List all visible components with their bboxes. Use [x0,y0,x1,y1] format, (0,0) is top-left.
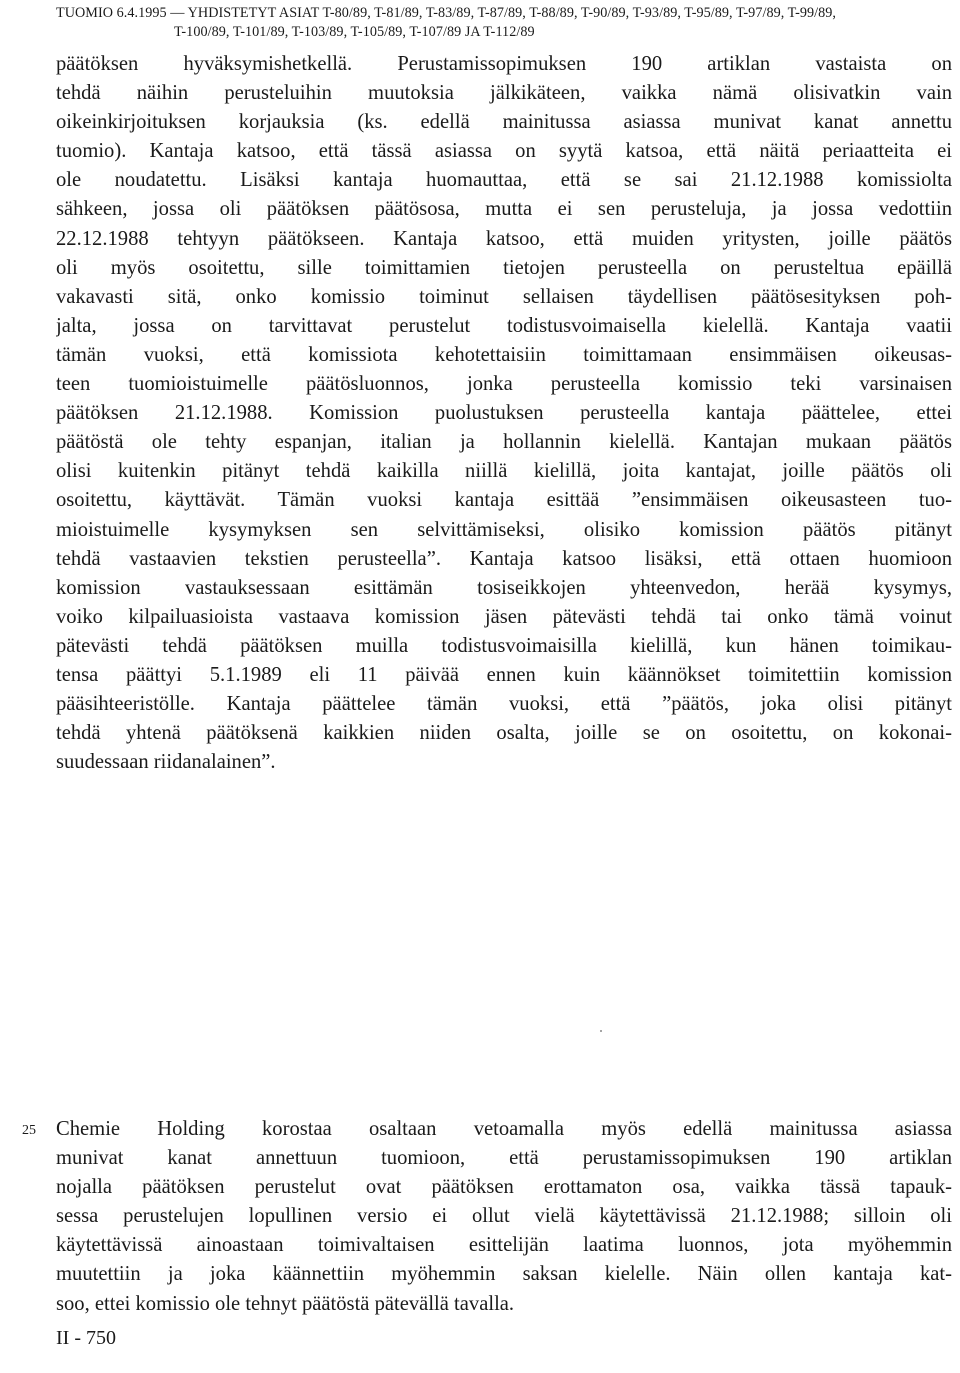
text-line: oikeinkirjoituksen korjauksia (ks. edellä mainitussa asiassa munivat kanat annettu [56,111,952,134]
scan-speck [600,1030,602,1032]
text-line: päätöstä ole tehty espanjan, italian ja hollannin kielellä. Kantajan mukaan päätös [56,431,952,454]
continued-paragraph [56,50,952,777]
text-line: sessa perustelujen lopullinen versio ei ollut vielä käytettävissä 21.12.1988; silloin oli [56,1205,952,1228]
text-line: oli myös osoitettu, sille toimittamien tietojen perusteella on perusteltua epäillä [56,256,952,279]
text-line: vakavasti sitä, onko komissio toiminut sellaisen täydellisen päätösesityksen poh- [56,285,952,308]
page-number: II - 750 [56,1327,116,1349]
text-line: mioistuimelle kysymyksen sen selvittämiseksi, olisiko komission päätös pitänyt [56,518,952,541]
text-line: pätevästi tehdä päätöksen muilla todistusvoimaisilla kielillä, kun hänen toimikau- [56,634,952,657]
paragraph-25 [56,1115,952,1319]
text-line: ole noudatettu. Lisäksi kantaja huomauttaa, että se sai 21.12.1988 komissiolta [56,169,952,192]
paragraph-number: 25 [22,1123,36,1138]
text-line: päätöksen 21.12.1988. Komission puolustuksen perusteella kantaja päättelee, ettei [56,402,952,425]
text-line: komission vastauksessaan esittämän tosiseikkojen yhteenvedon, herää kysymys, [56,576,952,599]
text-line: nojalla päätöksen perustelut ovat päätöksen erottamaton osa, vaikka tässä tapauk- [56,1176,952,1199]
text-line: voiko kilpailuasioista vastaava komission jäsen pätevästi tehdä tai onko tämä voinut [56,605,952,628]
text-line: jalta, jossa on tarvittavat perustelut todistusvoimaisella kielellä. Kantaja vaatii [56,314,952,337]
text-line: pääsihteeristölle. Kantaja päättelee tämän vuoksi, että ”päätös, joka olisi pitänyt [56,693,952,716]
text-line: osoitettu, käyttävät. Tämän vuoksi kantaja esittää ”ensimmäisen oikeusasteen tuo- [56,489,952,512]
text-line: muutettiin ja joka käännettiin myöhemmin saksan kielelle. Näin ollen kantaja kat- [56,1263,952,1286]
text-line: päätöksen hyväksymishetkellä. Perustamissopimuksen 190 artiklan vastaista on [56,53,952,75]
text-line: soo, ettei komissio ole tehnyt päätöstä pätevällä tavalla. [56,1292,515,1315]
text-line: tehdä vastaavien tekstien perusteella”. Kantaja katsoo lisäksi, että ottaen huomioon [56,547,952,570]
text-line: tensa päättyi 5.1.1989 eli 11 päivää ennen kuin käännökset toimitettiin komission [56,663,952,686]
text-line: tämän vuoksi, että komissiota kehotettaisiin toimittamaan ensimmäisen oikeusas- [56,343,952,366]
text-line: munivat kanat annettuun tuomioon, että perustamissopimuksen 190 artiklan [56,1147,952,1170]
text-line: käytettävissä ainoastaan toimivaltaisen esittelijän laatima luonnos, jota myöhemmin [56,1234,952,1257]
text-line: sähkeen, jossa oli päätöksen päätösosa, mutta ei sen perusteluja, ja jossa vedottiin [56,198,952,221]
text-line: teen tuomioistuimelle päätösluonnos, jonka perusteella komissio teki varsinaisen [56,373,952,396]
text-line: suudessaan riidanalainen”. [56,751,276,774]
text-line: Chemie Holding korostaa osaltaan vetoamalla myös edellä mainitussa asiassa [56,1118,952,1140]
text-line: 22.12.1988 tehtyyn päätökseen. Kantaja katsoo, että muiden yritysten, joille päätös [56,227,952,250]
running-header-line: TUOMIO 6.4.1995 — YHDISTETYT ASIAT T-80/89, T-81/89, T-83/89, T-87/89, T-88/89, T-90/89, T-93/89, T-95/89, T-97/89, T-99/89, [56,5,837,21]
text-line: olisi kuitenkin pitänyt tehdä kaikilla niillä kielillä, joita kantajat, joille päätös oli [56,460,952,483]
text-line: tuomio). Kantaja katsoo, että tässä asiassa on syytä katsoa, että näitä periaatteita ei [56,140,952,163]
text-line: tehdä yhtenä päätöksenä kaikkien niiden osalta, joille se on osoitettu, on kokonai- [56,722,952,745]
text-line: tehdä näihin perusteluihin muutoksia jälkikäteen, vaikka nämä olisivatkin vain [56,82,952,105]
running-header-line: T-100/89, T-101/89, T-103/89, T-105/89, T-107/89 JA T-112/89 [174,24,535,40]
running-header [56,4,936,42]
